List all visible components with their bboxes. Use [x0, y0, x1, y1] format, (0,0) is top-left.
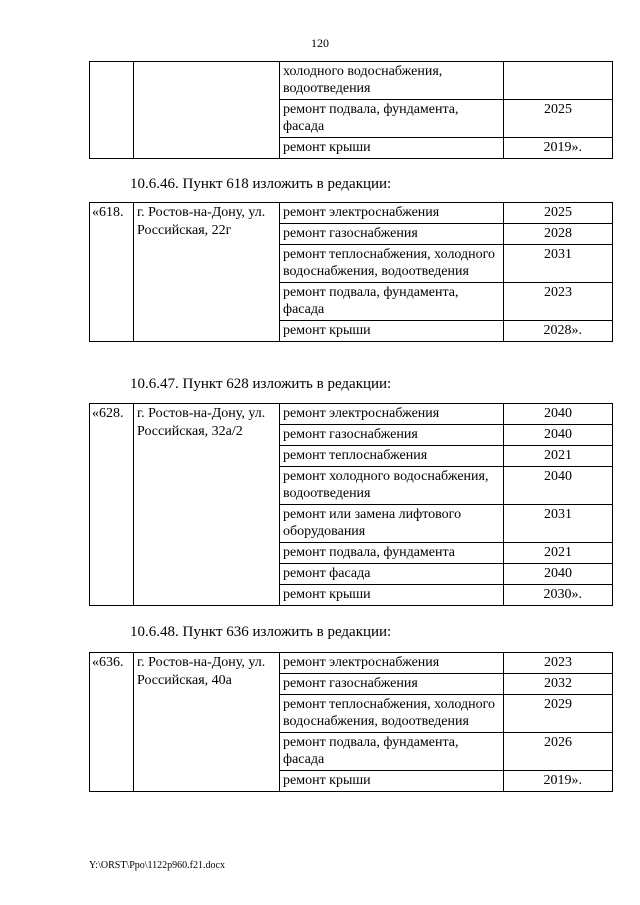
- num-cell: [90, 62, 134, 159]
- address-cell: г. Ростов-на-Дону, ул. Российская, 32а/2: [134, 404, 280, 606]
- year-cell: 2025: [504, 203, 613, 224]
- year-cell: 2040: [504, 404, 613, 425]
- num-cell: «636.: [90, 653, 134, 792]
- continuation-table: [89, 61, 612, 159]
- table-row: [90, 62, 613, 100]
- table-618: [89, 202, 612, 342]
- work-cell: ремонт или замена лифтового оборудования: [280, 505, 504, 543]
- work-cell: ремонт крыши: [280, 321, 504, 342]
- year-cell: 2040: [504, 467, 613, 505]
- work-cell: ремонт крыши: [280, 771, 504, 792]
- work-cell: ремонт теплоснабжения: [280, 446, 504, 467]
- work-cell: ремонт электроснабжения: [280, 653, 504, 674]
- section-heading: 10.6.46. Пункт 618 изложить в редакции:: [130, 176, 392, 192]
- table-row: [90, 404, 613, 425]
- work-cell: ремонт крыши: [280, 585, 504, 606]
- page-number: 120: [311, 36, 329, 50]
- work-cell: ремонт электроснабжения: [280, 404, 504, 425]
- year-cell: 2023: [504, 653, 613, 674]
- year-cell: 2023: [504, 283, 613, 321]
- table-row: [90, 653, 613, 674]
- year-cell: 2028».: [504, 321, 613, 342]
- work-cell: ремонт газоснабжения: [280, 224, 504, 245]
- section-heading: 10.6.47. Пункт 628 изложить в редакции:: [130, 376, 392, 392]
- work-cell: ремонт теплоснабжения, холодного водоснабжения, водоотведения: [280, 695, 504, 733]
- address-cell: г. Ростов-на-Дону, ул. Российская, 22г: [134, 203, 280, 342]
- table-628: [89, 403, 612, 606]
- work-cell: ремонт электроснабжения: [280, 203, 504, 224]
- work-cell: ремонт теплоснабжения, холодного водоснабжения, водоотведения: [280, 245, 504, 283]
- work-cell: ремонт подвала, фундамента, фасада: [280, 100, 504, 138]
- year-cell: 2031: [504, 505, 613, 543]
- year-cell: 2021: [504, 543, 613, 564]
- year-cell: [504, 62, 613, 100]
- year-cell: 2040: [504, 425, 613, 446]
- year-cell: 2025: [504, 100, 613, 138]
- year-cell: 2031: [504, 245, 613, 283]
- address-cell: г. Ростов-на-Дону, ул. Российская, 40а: [134, 653, 280, 792]
- year-cell: 2019».: [504, 771, 613, 792]
- work-cell: ремонт подвала, фундамента, фасада: [280, 283, 504, 321]
- work-cell: ремонт газоснабжения: [280, 674, 504, 695]
- footer-file-path: Y:\ORST\Ppo\1122p960.f21.docx: [89, 860, 225, 871]
- section-heading: 10.6.48. Пункт 636 изложить в редакции:: [130, 624, 392, 640]
- year-cell: 2021: [504, 446, 613, 467]
- table-row: [90, 203, 613, 224]
- work-cell: ремонт холодного водоснабжения, водоотведения: [280, 467, 504, 505]
- work-cell: холодного водоснабжения, водоотведения: [280, 62, 504, 100]
- table-636: [89, 652, 612, 792]
- year-cell: 2040: [504, 564, 613, 585]
- work-cell: ремонт подвала, фундамента: [280, 543, 504, 564]
- work-cell: ремонт газоснабжения: [280, 425, 504, 446]
- year-cell: 2029: [504, 695, 613, 733]
- num-cell: «628.: [90, 404, 134, 606]
- work-cell: ремонт подвала, фундамента, фасада: [280, 733, 504, 771]
- year-cell: 2026: [504, 733, 613, 771]
- year-cell: 2030».: [504, 585, 613, 606]
- num-cell: «618.: [90, 203, 134, 342]
- work-cell: ремонт крыши: [280, 138, 504, 159]
- year-cell: 2032: [504, 674, 613, 695]
- work-cell: ремонт фасада: [280, 564, 504, 585]
- year-cell: 2019».: [504, 138, 613, 159]
- year-cell: 2028: [504, 224, 613, 245]
- address-cell: [134, 62, 280, 159]
